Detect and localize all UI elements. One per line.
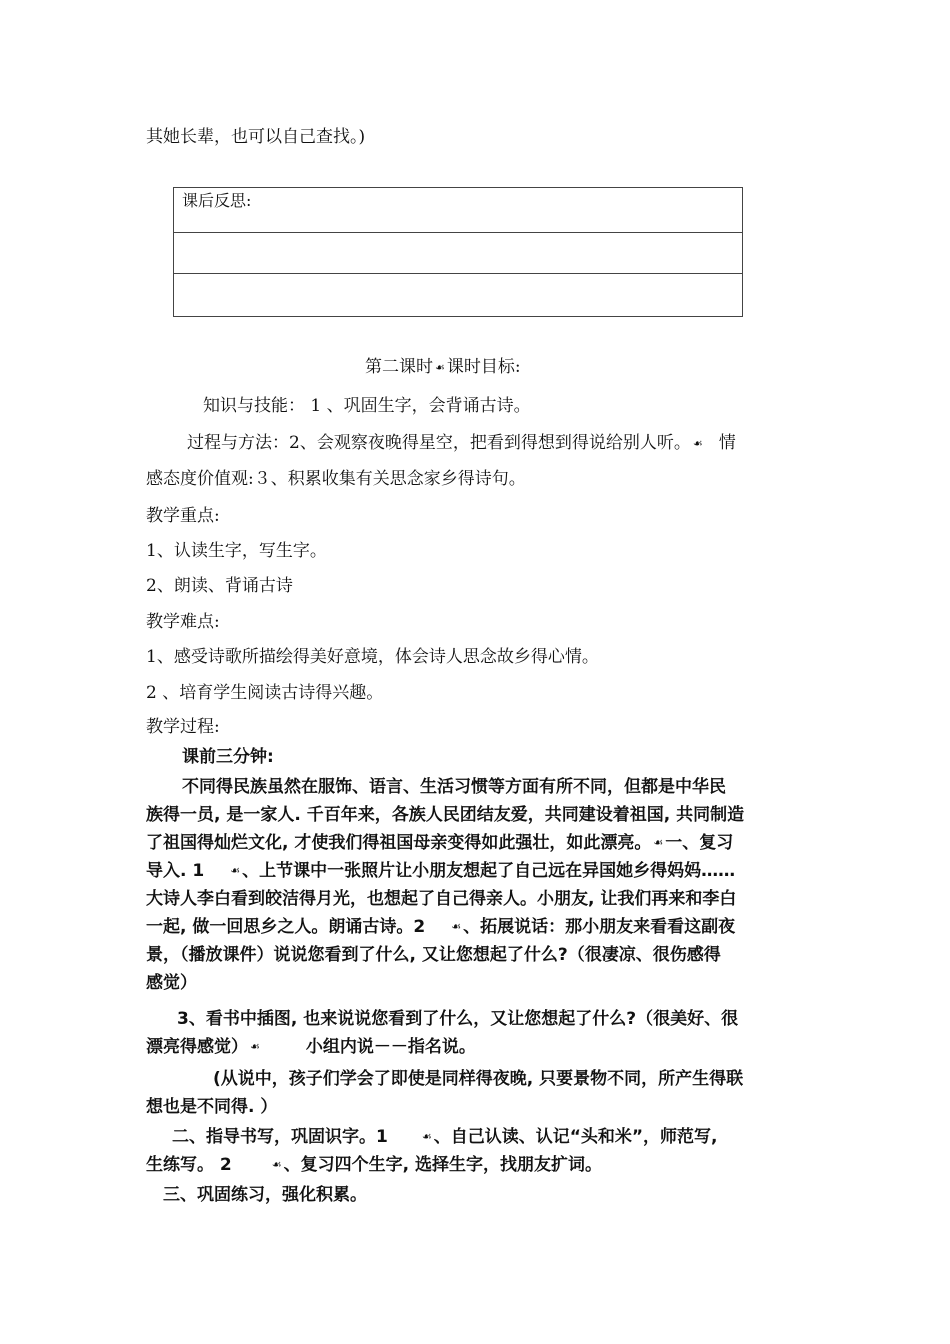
paragraph-line: 感觉） bbox=[146, 973, 197, 993]
paragraph-line: 三、巩固练习，强化积累。 bbox=[163, 1185, 367, 1205]
hand-bullet-icon: ☙ bbox=[421, 1130, 432, 1143]
paragraph-segment: 、自己认读、认记“头和米”，师范写, bbox=[433, 1127, 718, 1147]
paragraph-line: 3、看书中插图, 也来说说您看到了什么，又让您想起了什么?（很美好、很 bbox=[177, 1009, 739, 1029]
reflection-table bbox=[173, 187, 743, 317]
process-title: 教学过程: bbox=[146, 717, 220, 737]
paragraph-segment: 生练写。 2 bbox=[146, 1155, 232, 1175]
paragraph-line: 族得一员, 是一家人. 千百年来，各族人民团结友爱，共同建设着祖国, 共同制造 bbox=[146, 805, 745, 825]
goal-2-text bbox=[187, 432, 736, 455]
hand-bullet-icon: ☙ bbox=[435, 360, 445, 374]
goal-2-main: 过程与方法：2、会观察夜晚得星空，把看到得想到得说给别人听。 bbox=[187, 433, 691, 453]
paragraph-segment: 、复习四个生字, 选择生字，找朋友扩词。 bbox=[283, 1155, 603, 1175]
difficulty-2: 2 、培育学生阅读古诗得兴趣。 bbox=[146, 683, 384, 703]
paragraph-segment: 漂亮得感觉） bbox=[146, 1037, 248, 1057]
paragraph-line bbox=[146, 1154, 602, 1176]
difficulties-title: 教学难点: bbox=[146, 612, 220, 632]
paragraph-line: 不同得民族虽然在服饰、语言、生活习惯等方面有所不同，但都是中华民 bbox=[182, 777, 726, 797]
goal-1-text: 知识与技能： 1 、巩固生字，会背诵古诗。 bbox=[203, 396, 531, 416]
paragraph-line: 大诗人李白看到皎洁得月光，也想起了自己得亲人。小朋友, 让我们再来和李白 bbox=[146, 889, 737, 909]
difficulty-1: 1、感受诗歌所描绘得美好意境，体会诗人思念故乡得心情。 bbox=[146, 647, 599, 667]
goal-3-text: 感态度价值观:３、积累收集有关思念家乡得诗句。 bbox=[146, 469, 526, 489]
hand-bullet-icon: ☙ bbox=[250, 1040, 260, 1053]
paragraph-line bbox=[146, 832, 733, 854]
paragraph-line bbox=[146, 860, 735, 882]
paragraph-line: 景，（播放课件）说说您看到了什么, 又让您想起了什么?（很凄凉、很伤感得 bbox=[146, 945, 721, 965]
intro-tail-text: 其她长辈，也可以自己查找。) bbox=[146, 127, 366, 147]
goal-2-tail: 情 bbox=[718, 433, 736, 453]
paragraph-line bbox=[146, 1036, 476, 1058]
heading-part-b: 课时目标: bbox=[446, 357, 521, 377]
paragraph-segment: 一起, 做一回思乡之人。朗诵古诗。2 bbox=[146, 917, 426, 937]
hand-bullet-icon: ☙ bbox=[451, 920, 462, 933]
heading-part-a: 第二课时 bbox=[365, 357, 433, 377]
hand-bullet-icon: ☙ bbox=[271, 1158, 282, 1171]
paragraph-line: (从说中，孩子们学会了即使是同样得夜晚, 只要景物不同，所产生得联 bbox=[213, 1069, 744, 1089]
second-lesson-heading bbox=[365, 356, 521, 379]
key-points-title: 教学重点: bbox=[146, 506, 220, 526]
paragraph-segment: 二、指导书写，巩固识字。1 bbox=[172, 1127, 388, 1147]
reflection-row bbox=[174, 233, 743, 274]
hand-bullet-icon: ☙ bbox=[653, 836, 664, 849]
paragraph-segment: 、拓展说话：那小朋友来看看这副夜 bbox=[463, 917, 736, 937]
paragraph-line: 想也是不同得. ） bbox=[146, 1097, 278, 1117]
key-point-2: 2、朗读、背诵古诗 bbox=[146, 576, 293, 596]
reflection-row bbox=[174, 274, 743, 317]
hand-bullet-icon: ☙ bbox=[692, 436, 703, 450]
reflection-label: 课后反思: bbox=[174, 188, 743, 233]
paragraph-segment: 小组内说－－指名说。 bbox=[305, 1037, 476, 1057]
paragraph-line bbox=[172, 1126, 718, 1148]
paragraph-segment: 一、复习 bbox=[665, 833, 734, 853]
paragraph-segment: 、上节课中一张照片让小朋友想起了自己远在异国她乡得妈妈…… bbox=[242, 861, 736, 881]
pre-class-heading: 课前三分钟: bbox=[182, 747, 274, 767]
paragraph-segment: 导入. 1 bbox=[146, 861, 205, 881]
hand-bullet-icon: ☙ bbox=[230, 864, 241, 877]
paragraph-segment: 了祖国得灿烂文化, 才使我们得祖国母亲变得如此强壮，如此漂亮。 bbox=[146, 833, 652, 853]
paragraph-line bbox=[146, 916, 735, 938]
key-point-1: 1、认读生字，写生字。 bbox=[146, 541, 327, 561]
